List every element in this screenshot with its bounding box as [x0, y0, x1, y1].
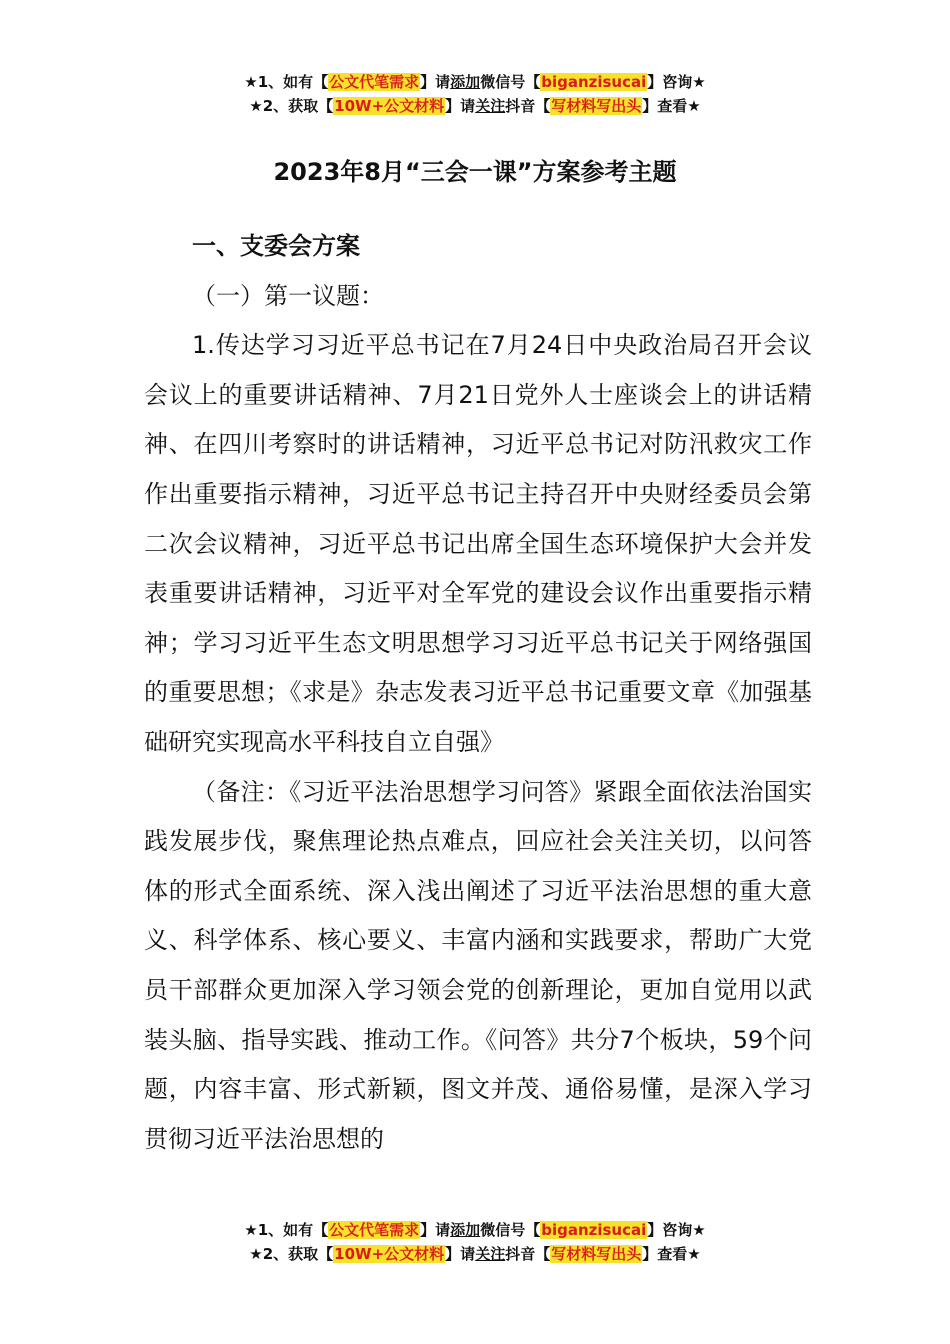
note-paragraph: （备注：《习近平法治思想学习问答》紧跟全面依法治国实践发展步伐，聚焦理论热点难点，回应社会关注关切，以问答体的形式全面系统、深入浅出阐述了习近平法治思想的重大意义、科学体系、核心要义、丰富内涵和实践要求，帮助广大党员干部群众更加深入学习领会党的创新理论，更加自觉用以武装头脑、指导实践、推动工作。《问答》共分7个板块，59个问题，内容丰富、形式新颖，图文并茂、通俗易懂，是深入学习贯彻习近平法治思想的: [144, 777, 812, 1153]
banner-underlined: 添加: [450, 73, 481, 91]
banner-text: 】咨询: [647, 73, 693, 91]
banner-text: 】查看: [642, 97, 688, 115]
banner-line-2: [0, 94, 950, 118]
footer-banner: [0, 1218, 950, 1266]
banner-underlined: 关注: [475, 1245, 506, 1263]
banner-highlight: 写材料写出头: [551, 97, 642, 115]
header-banner: [0, 70, 950, 118]
banner-text: 】请: [445, 97, 476, 115]
star-icon: ★: [244, 1221, 258, 1239]
banner-text: 】请: [420, 1221, 451, 1239]
banner-text: 抖音【: [505, 97, 551, 115]
banner-underlined: 添加: [450, 1221, 481, 1239]
banner-highlight: biganzisucai: [541, 1221, 647, 1239]
banner-line-2: [0, 1242, 950, 1266]
banner-highlight: 写材料写出头: [551, 1245, 642, 1263]
banner-text: 抖音【: [505, 1245, 551, 1263]
star-icon: ★: [244, 73, 258, 91]
star-icon: ★: [249, 1245, 263, 1263]
banner-text: 2、获取【: [262, 97, 334, 115]
banner-text: 1、如有【: [257, 73, 329, 91]
star-icon: ★: [692, 1221, 706, 1239]
banner-text: 1、如有【: [257, 1221, 329, 1239]
banner-highlight: 公文代笔需求: [329, 1221, 420, 1239]
banner-line-1: [0, 70, 950, 94]
banner-text: 微信号【: [480, 1221, 541, 1239]
banner-text: 】查看: [642, 1245, 688, 1263]
star-icon: ★: [687, 1245, 701, 1263]
banner-text: 】咨询: [647, 1221, 693, 1239]
star-icon: ★: [249, 97, 263, 115]
banner-text: 微信号【: [480, 73, 541, 91]
banner-line-1: [0, 1218, 950, 1242]
document-body: [144, 222, 812, 1164]
document-title: 2023年8月“三会一课”方案参考主题: [273, 158, 677, 186]
banner-underlined: 关注: [475, 97, 506, 115]
banner-highlight: biganzisucai: [541, 73, 647, 91]
banner-highlight: 10W+公文材料: [334, 97, 445, 115]
banner-highlight: 10W+公文材料: [334, 1245, 445, 1263]
banner-text: 】请: [420, 73, 451, 91]
section-heading: 一、支委会方案: [192, 232, 360, 260]
star-icon: ★: [692, 73, 706, 91]
item-paragraph: 1.传达学习习近平总书记在7月24日中央政治局召开会议会议上的重要讲话精神、7月21日党外人士座谈会上的讲话精神、在四川考察时的讲话精神，习近平总书记对防汛救灾工作作出重要指示精神，习近平总书记主持召开中央财经委员会第二次会议精神，习近平总书记出席全国生态环境保护大会并发表重要讲话精神，习近平对全军党的建设会议作出重要指示精神；学习习近平生态文明思想学习习近平总书记关于网络强国的重要思想；《求是》杂志发表习近平总书记重要文章《加强基础研究实现高水平科技自立自强》: [144, 331, 812, 756]
star-icon: ★: [687, 97, 701, 115]
banner-text: 2、获取【: [262, 1245, 334, 1263]
subsection-heading: （一）第一议题：: [192, 281, 384, 310]
banner-text: 】请: [445, 1245, 476, 1263]
banner-highlight: 公文代笔需求: [329, 73, 420, 91]
